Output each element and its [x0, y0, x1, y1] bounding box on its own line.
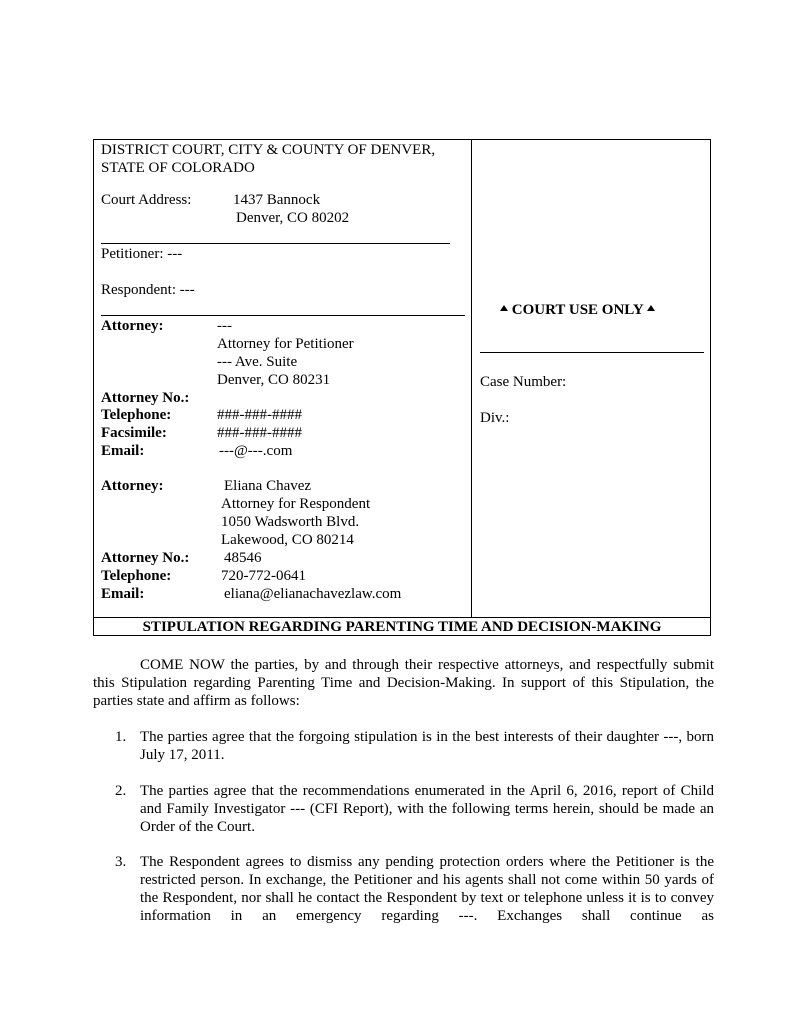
- triangle-up-icon: [500, 305, 508, 311]
- attorney1-tel: ###-###-####: [217, 407, 302, 423]
- attorney1-label: Attorney:: [101, 318, 164, 334]
- attorney1-fax: ###-###-####: [217, 425, 302, 441]
- attorney1-address1: --- Ave. Suite: [217, 354, 298, 370]
- case-number-label: Case Number:: [480, 374, 567, 390]
- attorney2-no-label: Attorney No.:: [101, 550, 190, 566]
- intro-paragraph: COME NOW the parties, by and through their respective attorneys, and respectfully submit this Stipulation regarding Parenting Time and Decision-Making. In support of this Stipulation, the parties state and affirm as follows:: [93, 657, 714, 709]
- attorney1-address2: Denver, CO 80231: [217, 372, 331, 388]
- attorney2-tel-label: Telephone:: [101, 568, 172, 584]
- attorney1-no-label: Attorney No.:: [101, 390, 190, 406]
- case-caption-table: [93, 139, 711, 636]
- attorney2-tel: 720-772-0641: [221, 568, 306, 584]
- court-address-line2: Denver, CO 80202: [236, 210, 350, 226]
- attorney1-email: ---@---.com: [219, 443, 293, 459]
- divider-line: [480, 352, 704, 353]
- court-address-label: Court Address:: [101, 192, 192, 208]
- attorney2-label: Attorney:: [101, 478, 164, 494]
- attorney1-fax-label: Facsimile:: [101, 425, 167, 441]
- court-name-line2: STATE OF COLORADO: [101, 160, 255, 176]
- respondent-line: Respondent: ---: [101, 282, 195, 298]
- caption-left-column: [94, 140, 472, 617]
- document-title: STIPULATION REGARDING PARENTING TIME AND DECISION-MAKING: [94, 617, 710, 636]
- attorney2-role: Attorney for Respondent: [221, 496, 371, 512]
- list-item-number: 2.: [115, 783, 127, 799]
- list-item-number: 3.: [115, 854, 127, 870]
- attorney1-name: ---: [217, 318, 232, 334]
- divider-line: [101, 243, 450, 244]
- attorney2-no: 48546: [224, 550, 262, 566]
- attorney2-address2: Lakewood, CO 80214: [221, 532, 354, 548]
- attorney1-tel-label: Telephone:: [101, 407, 172, 423]
- court-use-only-label: [500, 301, 655, 319]
- divider-line: [101, 315, 465, 316]
- attorney1-role: Attorney for Petitioner: [217, 336, 354, 352]
- attorney2-email: eliana@elianachavezlaw.com: [224, 586, 402, 602]
- list-item-text: The parties agree that the forgoing stipulation is in the best interests of their daughter ---, born July 17, 2011.: [140, 729, 714, 763]
- list-item-text: The parties agree that the recommendations enumerated in the April 6, 2016, report of Child and Family Investigator --- (CFI Report), with the following terms herein, should be made an Order of the Court.: [140, 783, 714, 835]
- court-use-only-text: COURT USE ONLY: [511, 302, 644, 318]
- attorney2-email-label: Email:: [101, 586, 145, 602]
- court-name-line1: DISTRICT COURT, CITY & COUNTY OF DENVER,: [101, 142, 436, 158]
- petitioner-line: Petitioner: ---: [101, 246, 183, 262]
- triangle-up-icon: [647, 305, 655, 311]
- list-item-number: 1.: [115, 729, 127, 745]
- caption-right-column: [472, 140, 710, 617]
- attorney2-address1: 1050 Wadsworth Blvd.: [221, 514, 360, 530]
- attorney1-email-label: Email:: [101, 443, 145, 459]
- court-address-line1: 1437 Bannock: [233, 192, 321, 208]
- attorney2-name: Eliana Chavez: [224, 478, 312, 494]
- list-item-text: The Respondent agrees to dismiss any pending protection orders where the Petitioner is the restricted person. In exchange, the Petitioner and his agents shall not come within 50 yards of the Respondent, nor shall he contact the Respondent by text or telephone unless it is to convey information in an emergency regarding ---. Exchanges shall continue as: [140, 854, 714, 924]
- division-label: Div.:: [480, 410, 510, 426]
